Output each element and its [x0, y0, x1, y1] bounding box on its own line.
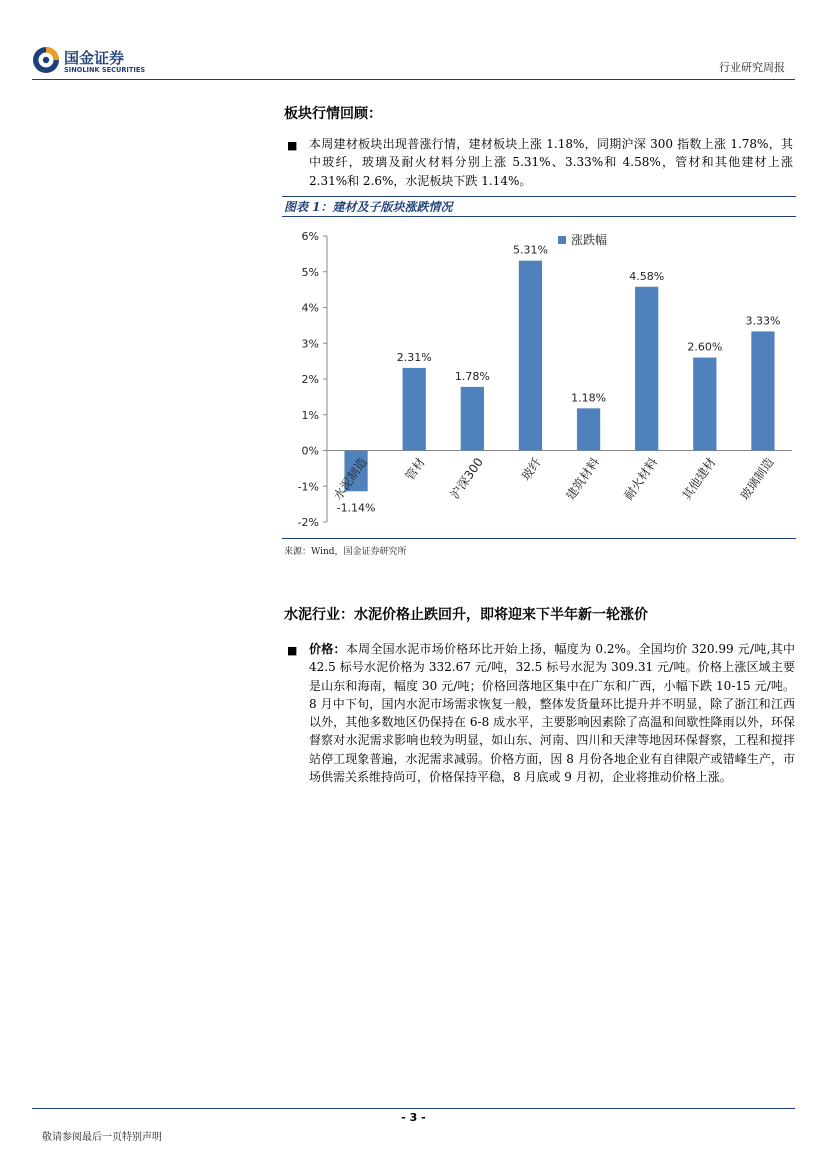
bullet-square-icon: ■	[287, 644, 298, 657]
legend-swatch	[558, 236, 566, 244]
logo-english-name: SINOLINK SECURITIES	[64, 66, 146, 74]
bar	[577, 408, 600, 450]
y-tick-label: 5%	[301, 265, 319, 279]
y-tick-label: -1%	[297, 480, 319, 494]
figure-top-rule	[282, 196, 796, 197]
bar	[519, 261, 542, 451]
category-label: 耐火材料	[621, 455, 661, 503]
bar	[635, 287, 658, 451]
logo-chinese-name: 国金证券	[64, 49, 125, 67]
category-label: 玻纤	[518, 455, 545, 483]
page-number: - 3 -	[401, 1111, 426, 1124]
data-label: 1.18%	[571, 391, 607, 405]
category-label: 水泥制造	[330, 455, 370, 503]
price-label: 价格：	[309, 642, 346, 656]
data-label: -1.14%	[336, 501, 376, 515]
data-label: 1.78%	[454, 369, 490, 383]
figure-title-rule	[282, 216, 796, 217]
bar	[751, 331, 774, 450]
y-tick-label: 2%	[301, 373, 319, 386]
footer-divider	[32, 1108, 795, 1109]
category-label: 其他建材	[679, 455, 719, 503]
category-label: 管材	[402, 455, 428, 483]
bar-chart	[282, 218, 796, 536]
category-label: 建筑材料	[563, 455, 603, 503]
report-type: 行业研究周报	[719, 61, 785, 74]
bar	[693, 358, 716, 451]
data-label: 3.33%	[745, 314, 781, 328]
bar	[403, 368, 426, 451]
data-label: 4.58%	[629, 269, 665, 283]
cement-price-paragraph	[309, 640, 795, 786]
bar	[461, 387, 484, 451]
legend-label: 涨跌幅	[571, 233, 608, 247]
data-label: 2.60%	[687, 340, 723, 354]
y-tick-label: 0%	[301, 444, 319, 458]
y-tick-label: 4%	[301, 301, 319, 315]
category-label: 玻璃制造	[737, 455, 777, 503]
y-tick-label: 3%	[301, 337, 319, 351]
category-label: 沪深300	[447, 455, 486, 502]
y-tick-label: 1%	[301, 408, 319, 422]
price-text: 本周全国水泥市场价格环比开始上扬，幅度为 0.2%。全国均价 320.99 元/吨,其中 42.5 标号水泥价格为 332.67 元/吨，32.5 标号水泥为 309.31 元/吨。价格上涨区域主要是山东和海南，幅度 30 元/吨；价格回落地区集中在广东和广西，小幅下跌 10-15 元/吨。8 月中下旬，国内水泥市场需求恢复一般，整体发货量环比提升并不明显，除了浙江和江西以外，其他多数地区仍保持在 6-8 成水平，主要影响因素除了高温和间歇性降雨以外，环保督察对水泥需求影响也较为明显，如山东、河南、四川和天津等地因环保督察，工程和搅拌站停工现象普遍，水泥需求减弱。价格方面，因 8 月份各地企业有自律限产或错峰生产，市场供需关系维持尚可，价格保持平稳，8 月底或 9 月初，企业将推动价格上涨。	[309, 642, 795, 785]
figure-source: 来源：Wind，国金证券研究所	[284, 547, 407, 557]
sinolink-logo-icon	[32, 46, 60, 74]
section-title-market-review: 板块行情回顾：	[284, 106, 382, 122]
bullet-square-icon: ■	[287, 139, 298, 152]
y-tick-label: 6%	[301, 230, 319, 243]
figure-title: 图表 1：建材及子版块涨跌情况	[284, 200, 453, 214]
disclaimer-note: 敬请参阅最后一页特别声明	[42, 1132, 162, 1143]
header-divider	[32, 79, 795, 80]
section-title-cement: 水泥行业：水泥价格止跌回升，即将迎来下半年新一轮涨价	[284, 607, 648, 623]
figure-bottom-rule	[282, 538, 796, 539]
company-logo	[32, 46, 152, 78]
y-tick-label: -2%	[297, 516, 319, 529]
data-label: 5.31%	[512, 243, 548, 257]
data-label: 2.31%	[396, 350, 432, 364]
market-review-paragraph: 本周建材板块出现普涨行情，建材板块上涨 1.18%，同期沪深 300 指数上涨 1.78%，其中玻纤，玻璃及耐火材料分别上涨 5.31%、3.33%和 4.58%，管材和其他建材上涨 2.31%和 2.6%，水泥板块下跌 1.14%。	[309, 137, 793, 188]
